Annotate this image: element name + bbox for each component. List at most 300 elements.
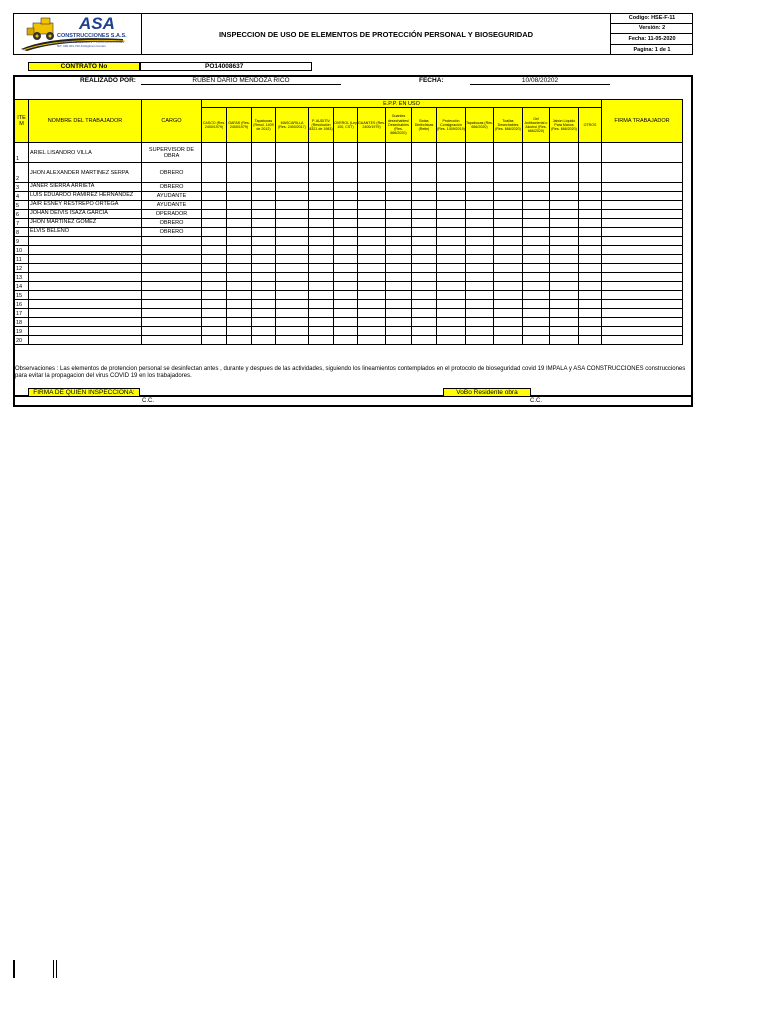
cell-epp-check[interactable] (252, 237, 276, 246)
cell-epp-check[interactable] (437, 228, 466, 237)
cell-epp-check[interactable] (358, 273, 386, 282)
cell-epp-check[interactable] (309, 219, 334, 228)
cell-epp-check[interactable] (494, 246, 523, 255)
cell-epp-check[interactable] (276, 255, 309, 264)
cell-epp-check[interactable] (550, 255, 579, 264)
cell-epp-check[interactable] (550, 291, 579, 300)
cell-epp-check[interactable] (386, 143, 412, 163)
cell-epp-check[interactable] (309, 318, 334, 327)
cell-epp-check[interactable] (358, 210, 386, 219)
cell-epp-check[interactable] (437, 237, 466, 246)
cell-epp-check[interactable] (358, 282, 386, 291)
cell-epp-check[interactable] (309, 201, 334, 210)
cell-epp-check[interactable] (227, 318, 252, 327)
cell-cargo[interactable] (142, 237, 202, 246)
cell-epp-check[interactable] (466, 192, 494, 201)
cell-epp-check[interactable] (202, 192, 227, 201)
cell-nombre[interactable]: JHON ALEXANDER MARTINEZ SERPA (29, 163, 142, 183)
cell-epp-check[interactable] (466, 300, 494, 309)
cell-epp-check[interactable] (358, 255, 386, 264)
cell-epp-check[interactable] (334, 318, 358, 327)
cell-epp-check[interactable] (309, 163, 334, 183)
cell-epp-check[interactable] (386, 309, 412, 318)
cell-epp-check[interactable] (412, 228, 437, 237)
cell-epp-check[interactable] (252, 264, 276, 273)
cell-epp-check[interactable] (523, 228, 550, 237)
cell-epp-check[interactable] (276, 192, 309, 201)
cell-epp-check[interactable] (358, 183, 386, 192)
cell-epp-check[interactable] (227, 246, 252, 255)
cell-epp-check[interactable] (227, 143, 252, 163)
cell-epp-check[interactable] (579, 273, 602, 282)
cell-cargo[interactable] (142, 273, 202, 282)
cell-epp-check[interactable] (579, 228, 602, 237)
cell-epp-check[interactable] (386, 246, 412, 255)
cell-epp-check[interactable] (202, 291, 227, 300)
cell-epp-check[interactable] (550, 201, 579, 210)
cell-epp-check[interactable] (202, 255, 227, 264)
cell-epp-check[interactable] (252, 143, 276, 163)
cell-epp-check[interactable] (579, 183, 602, 192)
cell-epp-check[interactable] (252, 309, 276, 318)
cell-cargo[interactable] (142, 255, 202, 264)
cell-epp-check[interactable] (276, 318, 309, 327)
cell-epp-check[interactable] (334, 273, 358, 282)
cell-epp-check[interactable] (579, 318, 602, 327)
cell-epp-check[interactable] (466, 318, 494, 327)
cell-epp-check[interactable] (227, 291, 252, 300)
cell-epp-check[interactable] (466, 228, 494, 237)
cell-epp-check[interactable] (227, 264, 252, 273)
cell-firma[interactable] (602, 291, 683, 300)
cell-epp-check[interactable] (466, 282, 494, 291)
cell-epp-check[interactable] (309, 336, 334, 345)
cell-epp-check[interactable] (309, 273, 334, 282)
cell-nombre[interactable]: ARIEL LISANDRO VILLA (29, 143, 142, 163)
cell-epp-check[interactable] (466, 273, 494, 282)
cell-epp-check[interactable] (437, 210, 466, 219)
cell-nombre[interactable]: LUIS EDUARDO RAMIREZ HERNANDEZ (29, 192, 142, 201)
cell-epp-check[interactable] (412, 309, 437, 318)
cell-epp-check[interactable] (523, 183, 550, 192)
cell-cargo[interactable] (142, 291, 202, 300)
cell-epp-check[interactable] (227, 309, 252, 318)
cell-epp-check[interactable] (358, 163, 386, 183)
cell-nombre[interactable] (29, 246, 142, 255)
cell-epp-check[interactable] (334, 246, 358, 255)
cell-firma[interactable] (602, 210, 683, 219)
cell-cargo[interactable] (142, 318, 202, 327)
cell-epp-check[interactable] (579, 282, 602, 291)
cell-epp-check[interactable] (494, 228, 523, 237)
cell-nombre[interactable]: JAIR ESNEY RESTREPO ORTEGA (29, 201, 142, 210)
cell-epp-check[interactable] (252, 228, 276, 237)
cell-epp-check[interactable] (466, 163, 494, 183)
cell-epp-check[interactable] (466, 210, 494, 219)
cell-epp-check[interactable] (412, 163, 437, 183)
cell-epp-check[interactable] (579, 237, 602, 246)
cell-epp-check[interactable] (334, 192, 358, 201)
cell-epp-check[interactable] (523, 327, 550, 336)
cell-firma[interactable] (602, 273, 683, 282)
cell-epp-check[interactable] (276, 282, 309, 291)
cell-epp-check[interactable] (386, 228, 412, 237)
cell-epp-check[interactable] (202, 228, 227, 237)
cell-epp-check[interactable] (276, 219, 309, 228)
cell-epp-check[interactable] (494, 210, 523, 219)
cell-epp-check[interactable] (334, 143, 358, 163)
cell-epp-check[interactable] (437, 163, 466, 183)
cell-epp-check[interactable] (386, 210, 412, 219)
cell-epp-check[interactable] (309, 228, 334, 237)
cell-epp-check[interactable] (550, 163, 579, 183)
cell-epp-check[interactable] (523, 318, 550, 327)
cell-epp-check[interactable] (523, 163, 550, 183)
cell-epp-check[interactable] (523, 201, 550, 210)
cell-epp-check[interactable] (202, 163, 227, 183)
cell-epp-check[interactable] (466, 219, 494, 228)
cell-epp-check[interactable] (309, 264, 334, 273)
cell-epp-check[interactable] (334, 291, 358, 300)
cell-epp-check[interactable] (276, 300, 309, 309)
cell-firma[interactable] (602, 163, 683, 183)
cell-epp-check[interactable] (227, 255, 252, 264)
cell-epp-check[interactable] (358, 336, 386, 345)
cell-epp-check[interactable] (494, 192, 523, 201)
cell-epp-check[interactable] (550, 237, 579, 246)
cell-firma[interactable] (602, 309, 683, 318)
cell-epp-check[interactable] (550, 192, 579, 201)
cell-epp-check[interactable] (523, 219, 550, 228)
cell-epp-check[interactable] (334, 201, 358, 210)
cell-epp-check[interactable] (227, 210, 252, 219)
cell-epp-check[interactable] (437, 219, 466, 228)
cell-epp-check[interactable] (334, 309, 358, 318)
cell-epp-check[interactable] (358, 219, 386, 228)
cell-epp-check[interactable] (309, 237, 334, 246)
cell-nombre[interactable]: ELVIS BELEÑO (29, 228, 142, 237)
cell-firma[interactable] (602, 282, 683, 291)
cell-epp-check[interactable] (358, 237, 386, 246)
cell-epp-check[interactable] (252, 210, 276, 219)
cell-firma[interactable] (602, 143, 683, 163)
firma-inspector-line[interactable] (140, 396, 360, 397)
cell-epp-check[interactable] (334, 264, 358, 273)
cell-epp-check[interactable] (579, 201, 602, 210)
cell-epp-check[interactable] (386, 264, 412, 273)
cell-cargo[interactable]: SUPERVISOR DE OBRA (142, 143, 202, 163)
cell-epp-check[interactable] (309, 327, 334, 336)
cell-epp-check[interactable] (412, 237, 437, 246)
cell-nombre[interactable]: JANER SIERRA ARRIETA (29, 183, 142, 192)
cell-cargo[interactable] (142, 246, 202, 255)
cell-epp-check[interactable] (202, 300, 227, 309)
cell-firma[interactable] (602, 246, 683, 255)
cell-firma[interactable] (602, 219, 683, 228)
cell-epp-check[interactable] (494, 336, 523, 345)
cell-epp-check[interactable] (358, 228, 386, 237)
cell-epp-check[interactable] (202, 210, 227, 219)
cell-epp-check[interactable] (276, 309, 309, 318)
cell-epp-check[interactable] (309, 210, 334, 219)
cell-epp-check[interactable] (523, 300, 550, 309)
cell-epp-check[interactable] (252, 273, 276, 282)
cell-epp-check[interactable] (202, 327, 227, 336)
cell-epp-check[interactable] (494, 318, 523, 327)
cell-epp-check[interactable] (579, 210, 602, 219)
cell-epp-check[interactable] (386, 183, 412, 192)
cell-epp-check[interactable] (358, 201, 386, 210)
cell-epp-check[interactable] (202, 183, 227, 192)
cell-epp-check[interactable] (202, 143, 227, 163)
cell-epp-check[interactable] (550, 210, 579, 219)
cell-firma[interactable] (602, 228, 683, 237)
cell-epp-check[interactable] (494, 273, 523, 282)
cell-epp-check[interactable] (309, 192, 334, 201)
cell-cargo[interactable]: OBRERO (142, 183, 202, 192)
cell-epp-check[interactable] (494, 219, 523, 228)
cell-epp-check[interactable] (494, 163, 523, 183)
cell-firma[interactable] (602, 318, 683, 327)
cell-epp-check[interactable] (276, 163, 309, 183)
cell-nombre[interactable] (29, 273, 142, 282)
cell-epp-check[interactable] (466, 246, 494, 255)
cell-epp-check[interactable] (437, 255, 466, 264)
cell-epp-check[interactable] (276, 237, 309, 246)
cell-cargo[interactable] (142, 327, 202, 336)
cell-epp-check[interactable] (523, 237, 550, 246)
cell-epp-check[interactable] (412, 210, 437, 219)
cell-epp-check[interactable] (227, 282, 252, 291)
cell-cargo[interactable] (142, 300, 202, 309)
cell-firma[interactable] (602, 264, 683, 273)
cell-epp-check[interactable] (523, 273, 550, 282)
cell-epp-check[interactable] (358, 309, 386, 318)
cell-epp-check[interactable] (437, 282, 466, 291)
cell-epp-check[interactable] (358, 143, 386, 163)
cell-cargo[interactable]: OPERADOR (142, 210, 202, 219)
cell-firma[interactable] (602, 255, 683, 264)
cell-epp-check[interactable] (334, 327, 358, 336)
cell-epp-check[interactable] (523, 192, 550, 201)
cell-epp-check[interactable] (437, 143, 466, 163)
cell-epp-check[interactable] (494, 300, 523, 309)
cell-epp-check[interactable] (386, 273, 412, 282)
cell-epp-check[interactable] (523, 210, 550, 219)
cell-epp-check[interactable] (494, 264, 523, 273)
cell-epp-check[interactable] (437, 327, 466, 336)
cell-epp-check[interactable] (412, 300, 437, 309)
cell-epp-check[interactable] (309, 183, 334, 192)
cell-epp-check[interactable] (466, 183, 494, 192)
cell-firma[interactable] (602, 327, 683, 336)
cell-nombre[interactable] (29, 318, 142, 327)
cell-epp-check[interactable] (466, 201, 494, 210)
cell-epp-check[interactable] (466, 291, 494, 300)
cell-epp-check[interactable] (437, 183, 466, 192)
cell-epp-check[interactable] (252, 291, 276, 300)
cell-epp-check[interactable] (412, 327, 437, 336)
cell-epp-check[interactable] (412, 264, 437, 273)
cell-epp-check[interactable] (523, 282, 550, 291)
cell-epp-check[interactable] (386, 255, 412, 264)
cell-epp-check[interactable] (412, 273, 437, 282)
cell-epp-check[interactable] (523, 246, 550, 255)
cell-cargo[interactable] (142, 282, 202, 291)
cell-epp-check[interactable] (466, 309, 494, 318)
cell-epp-check[interactable] (412, 246, 437, 255)
cell-epp-check[interactable] (579, 219, 602, 228)
cell-nombre[interactable] (29, 336, 142, 345)
realizado-value[interactable]: RUBEN DARIO MENDOZA RICO (141, 77, 341, 85)
cell-epp-check[interactable] (227, 273, 252, 282)
cell-epp-check[interactable] (550, 183, 579, 192)
cell-epp-check[interactable] (494, 237, 523, 246)
cell-epp-check[interactable] (227, 201, 252, 210)
cell-epp-check[interactable] (523, 255, 550, 264)
cell-epp-check[interactable] (579, 264, 602, 273)
cell-epp-check[interactable] (466, 264, 494, 273)
cell-epp-check[interactable] (227, 163, 252, 183)
cell-epp-check[interactable] (579, 255, 602, 264)
cell-epp-check[interactable] (494, 309, 523, 318)
cell-epp-check[interactable] (309, 291, 334, 300)
cell-epp-check[interactable] (227, 300, 252, 309)
cell-epp-check[interactable] (437, 246, 466, 255)
cell-epp-check[interactable] (276, 210, 309, 219)
cell-epp-check[interactable] (494, 282, 523, 291)
cell-epp-check[interactable] (276, 264, 309, 273)
cell-epp-check[interactable] (202, 282, 227, 291)
cell-nombre[interactable] (29, 300, 142, 309)
cell-cargo[interactable] (142, 336, 202, 345)
cell-epp-check[interactable] (579, 291, 602, 300)
cell-epp-check[interactable] (437, 192, 466, 201)
cell-epp-check[interactable] (252, 246, 276, 255)
cell-epp-check[interactable] (252, 300, 276, 309)
cell-epp-check[interactable] (550, 143, 579, 163)
cell-epp-check[interactable] (550, 336, 579, 345)
cell-epp-check[interactable] (494, 291, 523, 300)
cell-epp-check[interactable] (550, 318, 579, 327)
cell-epp-check[interactable] (437, 264, 466, 273)
cell-epp-check[interactable] (252, 255, 276, 264)
cell-nombre[interactable] (29, 309, 142, 318)
cell-epp-check[interactable] (412, 192, 437, 201)
cell-nombre[interactable] (29, 255, 142, 264)
cell-epp-check[interactable] (466, 327, 494, 336)
cell-epp-check[interactable] (412, 219, 437, 228)
cell-firma[interactable] (602, 201, 683, 210)
cell-firma[interactable] (602, 336, 683, 345)
cell-epp-check[interactable] (276, 228, 309, 237)
cell-epp-check[interactable] (358, 291, 386, 300)
cell-epp-check[interactable] (202, 201, 227, 210)
cell-epp-check[interactable] (334, 282, 358, 291)
cell-epp-check[interactable] (276, 291, 309, 300)
cell-epp-check[interactable] (386, 327, 412, 336)
cell-epp-check[interactable] (494, 183, 523, 192)
cell-epp-check[interactable] (202, 318, 227, 327)
cell-epp-check[interactable] (550, 246, 579, 255)
cell-epp-check[interactable] (466, 255, 494, 264)
cell-epp-check[interactable] (334, 300, 358, 309)
cell-firma[interactable] (602, 300, 683, 309)
cell-epp-check[interactable] (334, 210, 358, 219)
cell-epp-check[interactable] (334, 183, 358, 192)
cell-epp-check[interactable] (579, 143, 602, 163)
cell-epp-check[interactable] (358, 327, 386, 336)
cell-epp-check[interactable] (550, 309, 579, 318)
cell-epp-check[interactable] (276, 183, 309, 192)
cell-epp-check[interactable] (412, 255, 437, 264)
cell-firma[interactable] (602, 183, 683, 192)
cell-nombre[interactable] (29, 264, 142, 273)
cell-epp-check[interactable] (494, 143, 523, 163)
cell-epp-check[interactable] (437, 273, 466, 282)
cell-epp-check[interactable] (550, 273, 579, 282)
cell-epp-check[interactable] (252, 318, 276, 327)
cell-epp-check[interactable] (550, 300, 579, 309)
cell-epp-check[interactable] (412, 318, 437, 327)
cell-epp-check[interactable] (202, 273, 227, 282)
cell-epp-check[interactable] (386, 219, 412, 228)
cell-epp-check[interactable] (579, 163, 602, 183)
cell-epp-check[interactable] (227, 237, 252, 246)
cell-epp-check[interactable] (466, 143, 494, 163)
cell-epp-check[interactable] (437, 309, 466, 318)
cell-epp-check[interactable] (252, 336, 276, 345)
cell-epp-check[interactable] (523, 336, 550, 345)
cell-epp-check[interactable] (202, 309, 227, 318)
cell-epp-check[interactable] (227, 327, 252, 336)
cell-epp-check[interactable] (227, 192, 252, 201)
cell-cargo[interactable]: AYUDANTE (142, 192, 202, 201)
cell-cargo[interactable]: OBRERO (142, 219, 202, 228)
cell-epp-check[interactable] (386, 336, 412, 345)
cell-epp-check[interactable] (579, 327, 602, 336)
cell-epp-check[interactable] (437, 201, 466, 210)
cell-epp-check[interactable] (309, 282, 334, 291)
fecha-value[interactable]: 10/08/20202 (470, 77, 610, 85)
cell-epp-check[interactable] (358, 192, 386, 201)
cell-epp-check[interactable] (412, 336, 437, 345)
cell-nombre[interactable]: JOHAN DEIVIS ISAZA GARCIA (29, 210, 142, 219)
cell-cargo[interactable] (142, 309, 202, 318)
cell-epp-check[interactable] (276, 201, 309, 210)
cell-epp-check[interactable] (386, 192, 412, 201)
cell-epp-check[interactable] (358, 318, 386, 327)
cell-epp-check[interactable] (276, 336, 309, 345)
cell-epp-check[interactable] (276, 327, 309, 336)
cell-epp-check[interactable] (412, 143, 437, 163)
cell-epp-check[interactable] (252, 163, 276, 183)
cell-epp-check[interactable] (358, 264, 386, 273)
cell-epp-check[interactable] (334, 228, 358, 237)
cell-epp-check[interactable] (494, 201, 523, 210)
cell-epp-check[interactable] (579, 300, 602, 309)
cell-epp-check[interactable] (579, 192, 602, 201)
cell-epp-check[interactable] (386, 201, 412, 210)
cell-epp-check[interactable] (334, 237, 358, 246)
cell-epp-check[interactable] (227, 219, 252, 228)
cell-epp-check[interactable] (523, 143, 550, 163)
cell-epp-check[interactable] (437, 336, 466, 345)
cell-nombre[interactable] (29, 327, 142, 336)
cell-epp-check[interactable] (202, 219, 227, 228)
cell-epp-check[interactable] (334, 219, 358, 228)
cell-epp-check[interactable] (386, 282, 412, 291)
